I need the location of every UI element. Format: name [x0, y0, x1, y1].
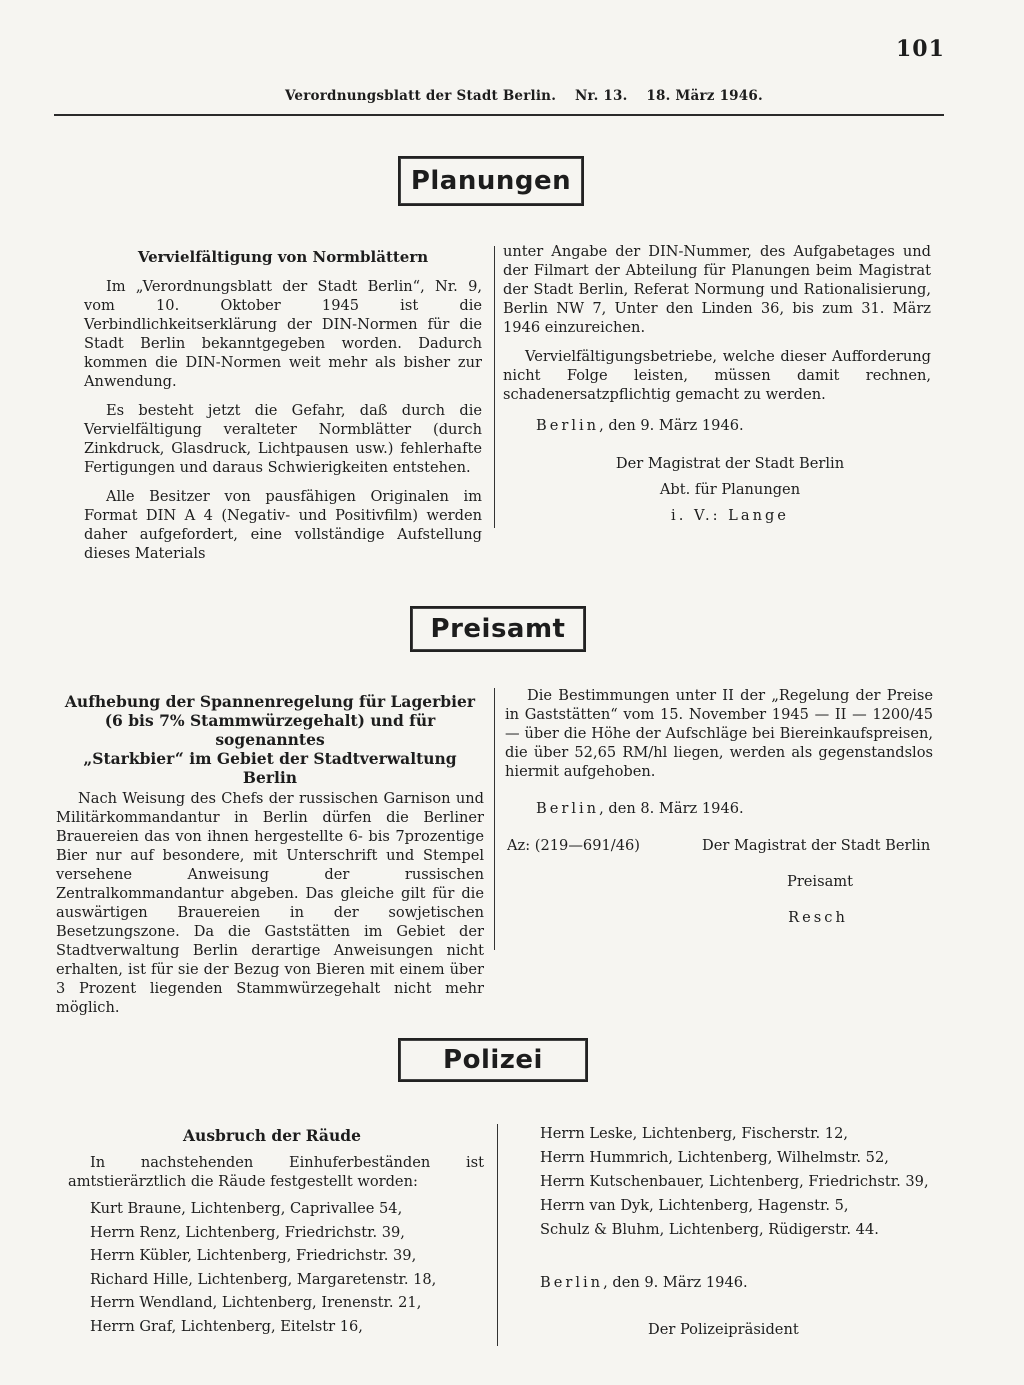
dateline-date: , den 9. März 1946.	[603, 1274, 748, 1291]
publication-name: Verordnungsblatt der Stadt Berlin.	[285, 88, 557, 104]
section-heading-planungen	[398, 156, 584, 206]
paragraph: unter Angabe der DIN-Nummer, des Aufgabetages und der Filmart der Abteilung für Planungen beim Magistrat der Stadt Berlin, Referat Normung und Rationalisierung, Berlin NW 7, Unter den Linden 36, bis zum 31. März 1946 einzureichen.	[503, 243, 931, 336]
list-item: Herrn Kübler, Lichtenberg, Friedrichstr. 39,	[90, 1247, 417, 1264]
preisamt-right-column	[505, 686, 933, 781]
issue-date: 18. März 1946.	[646, 88, 763, 104]
signature-department: Preisamt	[787, 873, 853, 890]
dateline-date: , den 9. März 1946.	[599, 417, 744, 434]
paragraph: Die Bestimmungen unter II der „Regelung der Preise in Gaststätten“ vom 15. November 1945 — II — 1200/45 — über die Höhe der Aufschläge bei Biereinkaufspreisen, die über 52,65 RM/hl liegen, werden als gegenstandslos hiermit aufgehoben.	[505, 687, 933, 780]
paragraph: Es besteht jetzt die Gefahr, daß durch die Vervielfältigung veralteter Normblätter (durch Zinkdruck, Glasdruck, Lichtpausen usw.) fehlerhafte Fertigungen und daraus Schwierigkeiten entstehen.	[84, 402, 482, 476]
planungen-right-column	[503, 242, 931, 404]
paragraph: Im „Verordnungsblatt der Stadt Berlin“, Nr. 9, vom 10. Oktober 1945 ist die Verbindlichkeitserklärung der DIN-Normen für die Stadt Berlin bekanntgegeben worden. Dadurch kommen die DIN-Normen weit mehr als bisher zur Anwendung.	[84, 278, 482, 390]
article-title: Ausbruch der Räude	[183, 1126, 361, 1145]
dateline-place: Berlin	[536, 800, 600, 817]
signature-name: Resch	[788, 909, 848, 926]
signature-name: i. V.: Lange	[671, 507, 789, 524]
section-heading-label: Polizei	[443, 1045, 543, 1075]
dateline	[536, 417, 744, 434]
section-heading-label: Preisamt	[430, 614, 566, 644]
list-item: Herrn Wendland, Lichtenberg, Irenenstr. 21,	[90, 1294, 422, 1311]
paragraph: Vervielfältigungsbetriebe, welche dieser Aufforderung nicht Folge leisten, müssen damit rechnen, schadenersatzpflichtig gemacht zu werden.	[503, 348, 931, 403]
column-divider	[494, 688, 495, 950]
list-item: Kurt Braune, Lichtenberg, Caprivallee 54,	[90, 1200, 403, 1217]
article-title	[56, 692, 484, 787]
signature-authority: Der Magistrat der Stadt Berlin	[615, 455, 845, 472]
list-item: Richard Hille, Lichtenberg, Margaretenstr. 18,	[90, 1270, 437, 1288]
list-item: Herrn Hummrich, Lichtenberg, Wilhelmstr. 52,	[540, 1149, 889, 1166]
dateline-date: , den 8. März 1946.	[599, 800, 744, 817]
page-number: 101	[896, 36, 945, 62]
signature-authority: Der Magistrat der Stadt Berlin	[702, 837, 931, 854]
dateline	[540, 1274, 748, 1291]
preisamt-left-column	[56, 692, 484, 1017]
list-item: Herrn Renz, Lichtenberg, Friedrichstr. 39,	[90, 1223, 405, 1241]
section-heading-preisamt	[410, 606, 586, 652]
paragraph: Alle Besitzer von pausfähigen Originalen im Format DIN A 4 (Negativ- und Positivfilm) werden daher aufgefordert, eine vollständige Aufstellung dieses Materials	[84, 488, 482, 562]
article-title: Vervielfältigung von Normblättern	[137, 248, 429, 266]
signature-department: Abt. für Planungen	[659, 481, 801, 498]
section-heading-polizei	[398, 1038, 588, 1082]
title-line: (6 bis 7% Stammwürzegehalt) und für sogenanntes	[104, 711, 436, 749]
dateline-place: Berlin	[540, 1274, 604, 1291]
holdings-list-left	[90, 1199, 484, 1336]
title-line: Aufhebung der Spannenregelung für Lagerbier	[64, 692, 476, 711]
title-line: „Starkbier“ im Gebiet der Stadtverwaltung Berlin	[83, 749, 457, 787]
dateline-place: Berlin	[536, 417, 600, 434]
issue-number: Nr. 13.	[575, 88, 628, 104]
list-item: Schulz & Bluhm, Lichtenberg, Rüdigerstr. 44.	[540, 1221, 879, 1238]
column-divider	[494, 246, 495, 528]
signature-block	[560, 451, 900, 529]
signature-authority: Der Polizeipräsident	[648, 1321, 799, 1338]
polizei-left-column	[60, 1126, 484, 1340]
list-item: Herrn Graf, Lichtenberg, Eitelstr 16,	[90, 1317, 363, 1335]
planungen-left-column	[84, 248, 482, 563]
section-heading-label: Planungen	[410, 166, 572, 196]
list-item: Herrn Leske, Lichtenberg, Fischerstr. 12,	[540, 1125, 849, 1142]
list-item: Herrn van Dyk, Lichtenberg, Hagenstr. 5,	[540, 1197, 849, 1214]
list-item: Herrn Kutschenbauer, Lichtenberg, Friedrichstr. 39,	[540, 1173, 929, 1190]
header-rule	[54, 114, 944, 116]
column-divider	[497, 1124, 498, 1346]
holdings-list-right	[540, 1124, 940, 1244]
paragraph: Nach Weisung des Chefs der russischen Garnison und Militärkommandantur in Berlin dürfen die Berliner Brauereien das von ihnen hergestellte 6- bis 7prozentige Bier nur auf besondere, mit Unterschrift und Stempel versehene Anweisung der russischen Zentralkommandantur abgeben. Das gleiche gilt für die auswärtigen Brauereien in der sowjetischen Besetzungszone. Da die Gaststätten im Gebiet der Stadtverwaltung Berlin derartige Anweisungen nicht erhalten, ist für sie der Bezug von Bieren mit einem über 3 Prozent liegenden Stammwürzegehalt nicht mehr möglich.	[56, 790, 484, 1016]
reference-number: Az: (219—691/46)	[507, 837, 640, 854]
running-head	[285, 88, 777, 104]
paragraph: In nachstehenden Einhuferbeständen ist amtstierärztlich die Räude festgestellt worden:	[68, 1154, 484, 1190]
dateline	[536, 800, 744, 817]
